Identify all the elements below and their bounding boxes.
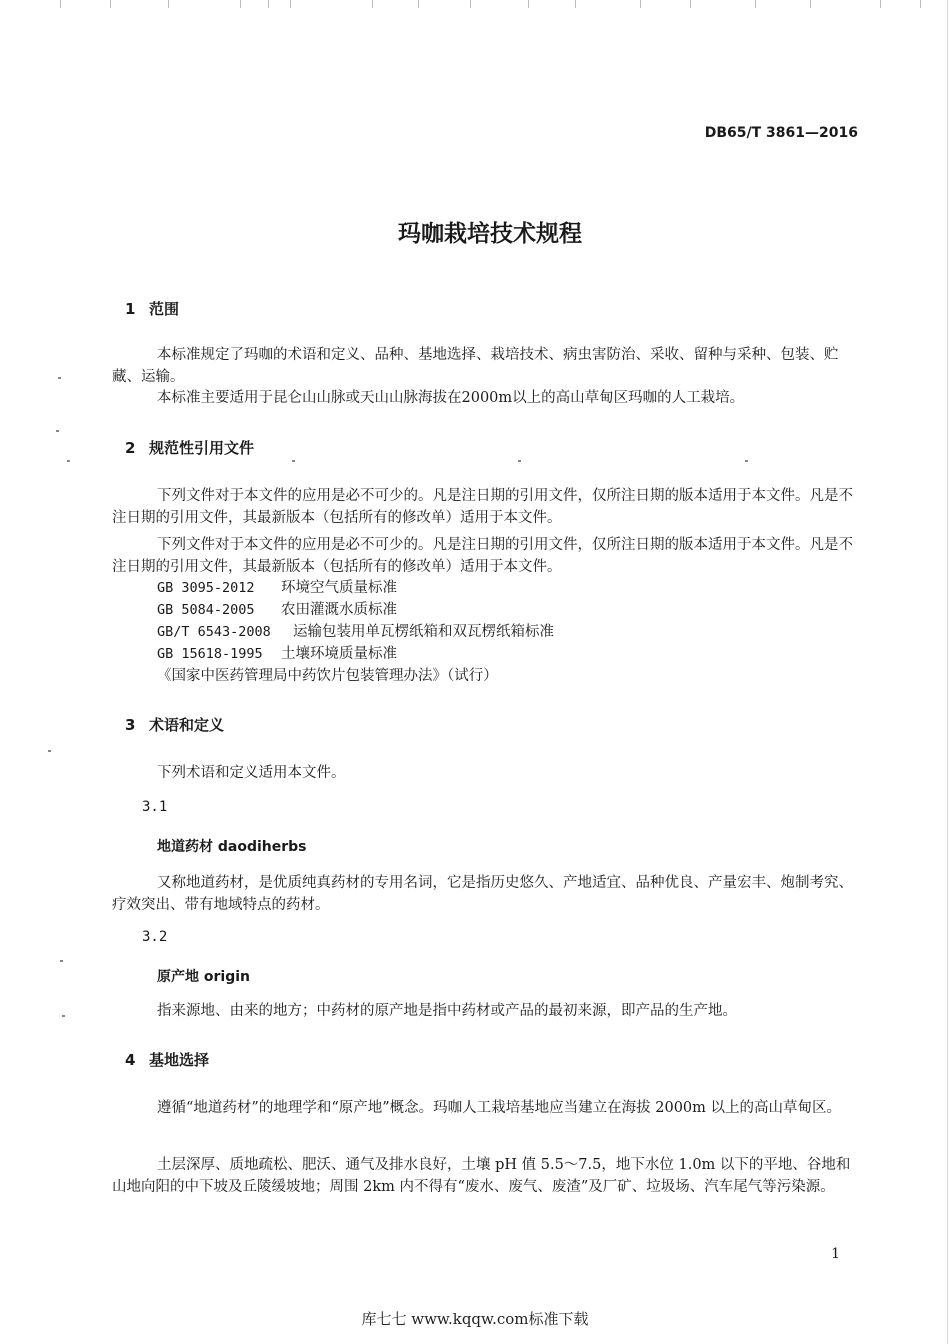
section-number: 3: [125, 716, 136, 734]
paragraph-base-1: 遵循“地道药材”的地理学和“原产地”概念。玛咖人工栽培基地应当建立在海拔 2000m 以上的高山草甸区。: [157, 1100, 842, 1116]
reference-name: 运输包装用单瓦楞纸箱和双瓦楞纸箱标准: [293, 624, 554, 640]
reference-code: GB 3095-2012: [157, 580, 255, 596]
reference-code: GB 5084-2005: [157, 602, 255, 618]
scan-speck: [62, 1015, 65, 1017]
scan-speck: [56, 430, 59, 432]
reference-name: 《国家中医药管理局中药饮片包装管理办法》（试行）: [157, 668, 498, 684]
paragraph-scope-1: 本标准规定了玛咖的术语和定义、品种、基地选择、栽培技术、病虫害防治、采收、留种与采种、包装、贮藏、运输。: [112, 347, 839, 385]
term-definition: 又称地道药材，是优质纯真药材的专用名词，它是指历史悠久、产地适宜、品种优良、产量宏丰、炮制考究、疗效突出、带有地域特点的药材。: [112, 875, 853, 913]
paragraph-terms-intro: 下列术语和定义适用本文件。: [157, 765, 346, 781]
section-number: 4: [125, 1051, 136, 1069]
document-number: DB65/T 3861—2016: [704, 125, 858, 141]
section-number: 2: [125, 439, 136, 457]
page-number: 1: [831, 1246, 840, 1262]
reference-item: [157, 644, 397, 666]
section-number: 1: [125, 300, 136, 318]
reference-item: [157, 622, 554, 644]
scan-speck: [518, 460, 521, 462]
paragraph-scope-2: 本标准主要适用于昆仑山山脉或天山山脉海拔在2000m以上的高山草甸区玛咖的人工栽培。: [157, 390, 745, 406]
term-name: 地道药材 daodiherbs: [157, 839, 307, 855]
footer-watermark: 库七七 www.kqqw.com标准下载: [361, 1310, 589, 1328]
reference-item: [157, 666, 498, 688]
scan-speck: [48, 750, 51, 752]
paragraph-references-2: 下列文件对于本文件的应用是必不可少的。凡是注日期的引用文件，仅所注日期的版本适用于本文件。凡是不注日期的引用文件，其最新版本（包括所有的修改单）适用于本文件。: [112, 537, 853, 575]
reference-item: [157, 600, 397, 622]
scan-edge: [947, 0, 948, 1344]
scan-speck: [58, 377, 61, 379]
reference-item: [157, 578, 397, 600]
document-title: 玛咖栽培技术规程: [398, 221, 582, 247]
reference-code: GB/T 6543-2008: [157, 624, 271, 640]
term-number: 3.1: [142, 799, 168, 815]
section-title: 术语和定义: [149, 716, 225, 734]
reference-name: 土壤环境质量标准: [281, 646, 397, 662]
section-title: 基地选择: [149, 1051, 210, 1069]
section-heading-base-selection: [125, 1049, 209, 1070]
scan-speck: [292, 460, 295, 462]
term-number: 3.2: [142, 929, 168, 945]
section-heading-terms: [125, 714, 224, 735]
section-heading-references: [125, 437, 254, 458]
scan-top-marks: [0, 0, 950, 8]
paragraph-references-1: 下列文件对于本文件的应用是必不可少的。凡是注日期的引用文件，仅所注日期的版本适用于本文件。凡是不注日期的引用文件，其最新版本（包括所有的修改单）适用于本文件。: [112, 488, 853, 526]
section-heading-scope: [125, 298, 179, 319]
term-definition: 指来源地、由来的地方；中药材的原产地是指中药材或产品的最初来源，即产品的生产地。: [157, 1003, 737, 1019]
scan-speck: [67, 460, 70, 462]
paragraph-base-2: 土层深厚、质地疏松、肥沃、通气及排水良好，土壤 pH 值 5.5～7.5，地下水位 1.0m 以下的平地、谷地和山地向阳的中下坡及丘陵缓坡地；周围 2km 内不得有“废水、废气、废渣”及厂矿、垃圾场、汽车尾气等污染源。: [112, 1157, 851, 1195]
scan-speck: [60, 960, 63, 962]
section-title: 规范性引用文件: [149, 439, 255, 457]
section-title: 范围: [149, 300, 180, 318]
reference-name: 环境空气质量标准: [281, 580, 397, 596]
scan-speck: [745, 460, 748, 462]
term-name: 原产地 origin: [157, 969, 250, 985]
reference-name: 农田灌溉水质标准: [281, 602, 397, 618]
reference-code: GB 15618-1995: [157, 646, 263, 662]
